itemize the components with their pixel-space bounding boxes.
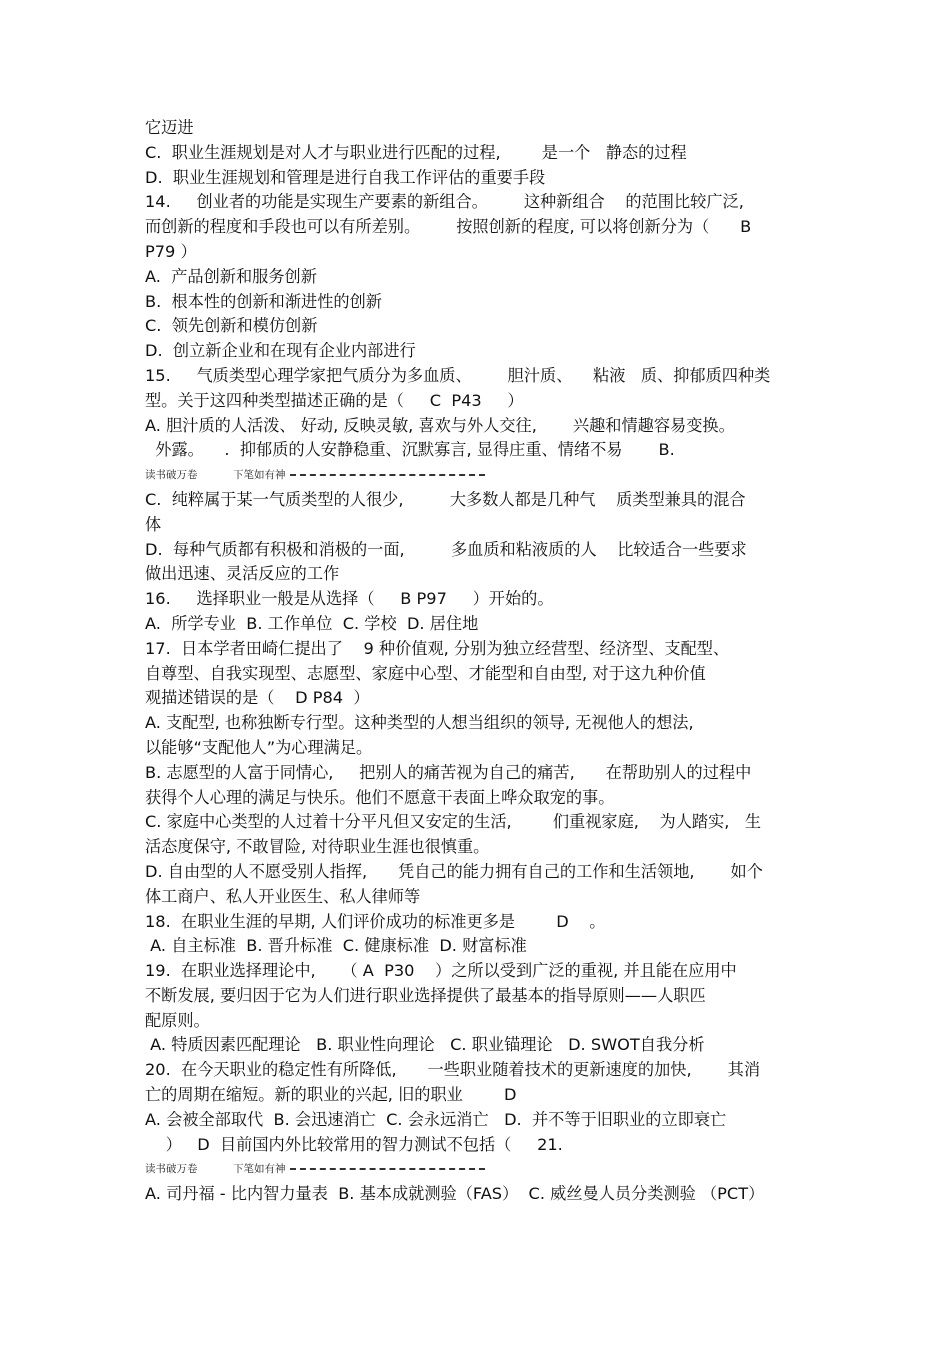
text-line: 获得个人心理的满足与快乐。他们不愿意干表面上哗众取宠的事。 bbox=[145, 787, 615, 807]
text-line: 以能够“支配他人”为心理满足。 bbox=[145, 737, 373, 757]
text-line: 不断发展, 要归因于它为人们进行职业选择提供了最基本的指导原则——人职匹 bbox=[145, 985, 706, 1005]
text-line: A. 会被全部取代 B. 会迅速消亡 C. 会永远消亡 D. 并不等于旧职业的立即衰亡 bbox=[145, 1109, 727, 1129]
text-line: D. 职业生涯规划和管理是进行自我工作评估的重要手段 bbox=[145, 167, 546, 187]
page-footer bbox=[145, 1157, 817, 1182]
text-line: 而创新的程度和手段也可以有所差别。 按照创新的程度, 可以将创新分为（ B bbox=[145, 217, 752, 237]
text-line: 观描述错误的是（ D P84 ） bbox=[145, 688, 370, 708]
text-line: 20. 在今天职业的稳定性有所降低, 一些职业随着技术的更新速度的加快, 其消 bbox=[145, 1060, 761, 1080]
footer-dashed-rule bbox=[290, 1168, 485, 1170]
text-line: B. 志愿型的人富于同情心, 把别人的痛苦视为自己的痛苦, 在帮助别人的过程中 bbox=[145, 762, 752, 782]
text-line: P79 ） bbox=[145, 241, 197, 261]
text-line: 配原则。 bbox=[145, 1010, 210, 1030]
text-line: 18. 在职业生涯的早期, 人们评价成功的标准更多是 D 。 bbox=[145, 911, 606, 931]
text-line: A. 胆汁质的人活泼、 好动, 反映灵敏, 喜欢与外人交往, 兴趣和情趣容易变换。 bbox=[145, 415, 735, 435]
text-line: C. 职业生涯规划是对人才与职业进行匹配的过程, 是一个 静态的过程 bbox=[145, 142, 687, 162]
text-body bbox=[145, 116, 817, 1207]
text-line: A. 产品创新和服务创新 bbox=[145, 266, 317, 286]
text-line: D. 每种气质都有积极和消极的一面, 多血质和粘液质的人 比较适合一些要求 bbox=[145, 539, 747, 559]
footer-right: 下笔如有神 bbox=[233, 1163, 286, 1176]
page-footer bbox=[145, 463, 817, 488]
text-line: A. 自主标准 B. 晋升标准 C. 健康标准 D. 财富标准 bbox=[145, 936, 527, 956]
text-line: A. 所学专业 B. 工作单位 C. 学校 D. 居住地 bbox=[145, 613, 479, 633]
text-line: ） D 目前国内外比较常用的智力测试不包括（ 21. bbox=[145, 1134, 563, 1154]
text-line: B. 根本性的创新和渐进性的创新 bbox=[145, 291, 382, 311]
text-line: 它迈进 bbox=[145, 118, 194, 137]
text-line: A. 支配型, 也称独断专行型。这种类型的人想当组织的领导, 无视他人的想法, bbox=[145, 713, 694, 733]
footer-dashed-rule bbox=[290, 474, 485, 476]
text-line: 14. 创业者的功能是实现生产要素的新组合。 这种新组合 的范围比较广泛, bbox=[145, 192, 744, 212]
footer-left: 读书破万卷 bbox=[145, 1163, 198, 1176]
text-line: 17. 日本学者田崎仁提出了 9 种价值观, 分别为独立经营型、经济型、支配型、 bbox=[145, 638, 730, 658]
text-line: D. 自由型的人不愿受别人指挥, 凭自己的能力拥有自己的工作和生活领地, 如个 bbox=[145, 861, 763, 881]
text-line: 16. 选择职业一般是从选择（ B P97 ）开始的。 bbox=[145, 589, 554, 609]
text-line: 外露。 . 抑郁质的人安静稳重、沉默寡言, 显得庄重、情绪不易 B. bbox=[145, 440, 675, 460]
text-line: C. 纯粹属于某一气质类型的人很少, 大多数人都是几种气 质类型兼具的混合 bbox=[145, 489, 746, 509]
text-line: 型。关于这四种类型描述正确的是（ C P43 ） bbox=[145, 390, 524, 410]
text-line: A. 特质因素匹配理论 B. 职业性向理论 C. 职业锚理论 D. SWOT自我分析 bbox=[145, 1035, 705, 1055]
text-line: 做出迅速、灵活反应的工作 bbox=[145, 564, 340, 584]
text-line: A. 司丹福 - 比内智力量表 B. 基本成就测验（FAS） C. 威丝曼人员分类测验 （PCT） bbox=[145, 1184, 765, 1204]
text-line: 体工商户、私人开业医生、私人律师等 bbox=[145, 886, 421, 906]
footer-left: 读书破万卷 bbox=[145, 469, 198, 482]
text-line: 亡的周期在缩短。新的职业的兴起, 旧的职业 D bbox=[145, 1085, 517, 1105]
text-line: 19. 在职业选择理论中, （ A P30 ）之所以受到广泛的重视, 并且能在应用中 bbox=[145, 961, 737, 981]
text-line: D. 创立新企业和在现有企业内部进行 bbox=[145, 341, 416, 361]
text-line: C. 领先创新和模仿创新 bbox=[145, 316, 318, 336]
footer-right: 下笔如有神 bbox=[233, 469, 286, 482]
text-line: 体 bbox=[145, 514, 162, 534]
text-line: 15. 气质类型心理学家把气质分为多血质、 胆汁质、 粘液 质、抑郁质四种类 bbox=[145, 365, 771, 385]
text-line: 活态度保守, 不敢冒险, 对待职业生涯也很慎重。 bbox=[145, 837, 490, 857]
text-line: 自尊型、自我实现型、志愿型、家庭中心型、才能型和自由型, 对于这九种价值 bbox=[145, 663, 706, 683]
text-line: C. 家庭中心类型的人过着十分平凡但又安定的生活, 们重视家庭, 为人踏实, 生 bbox=[145, 812, 762, 832]
